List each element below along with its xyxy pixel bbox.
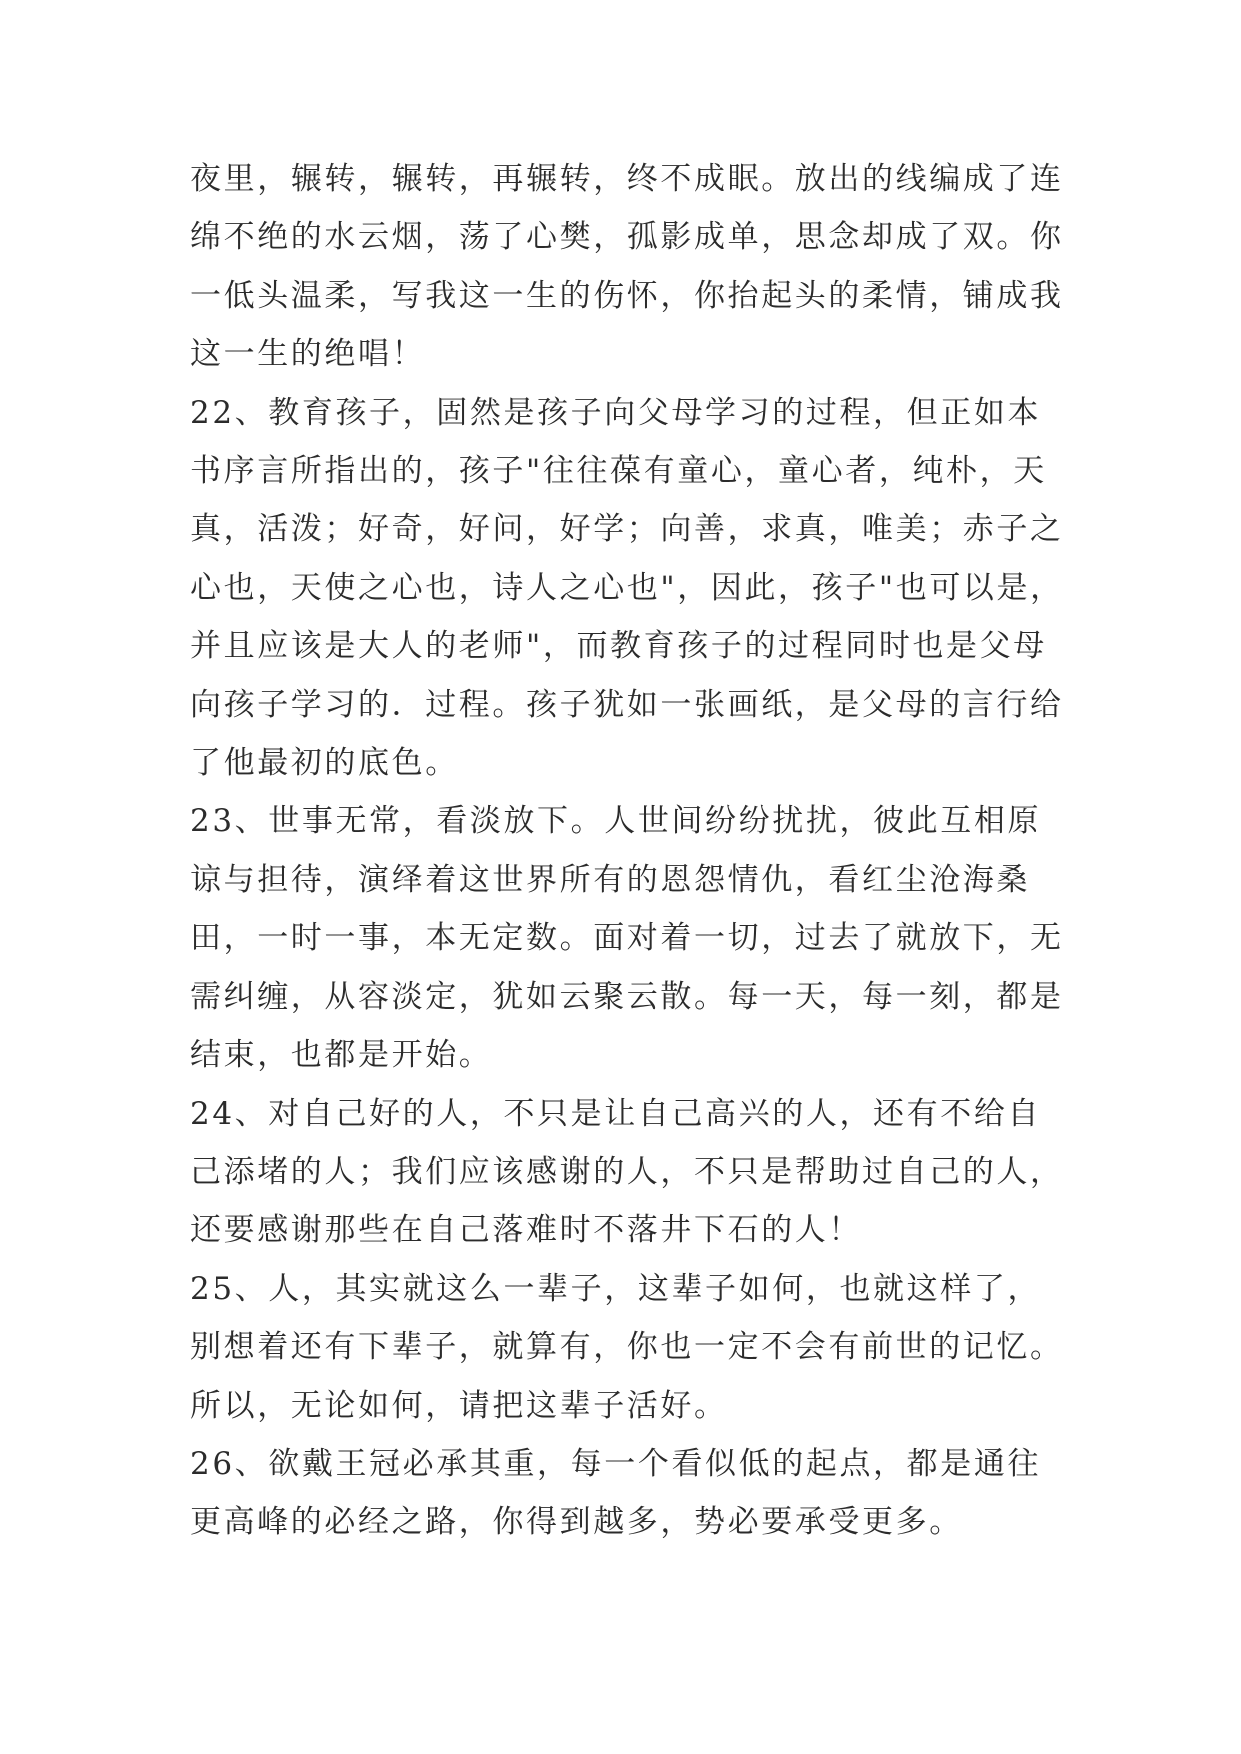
document-body <box>190 150 1070 1552</box>
paragraph-26: 26、欲戴王冠必承其重，每一个看似低的起点，都是通往更高峰的必经之路，你得到越多，势必要承受更多。 <box>190 1445 1042 1541</box>
paragraph-continuation: 夜里，辗转，辗转，再辗转，终不成眠。放出的线编成了连绵不绝的水云烟，荡了心樊，孤影成单，思念却成了双。你一低头温柔，写我这一生的伤怀，你抬起头的柔情，铺成我这一生的绝唱！ <box>190 161 1064 373</box>
paragraph-25: 25、人，其实就这么一辈子，这辈子如何，也就这样了，别想着还有下辈子，就算有，你也一定不会有前世的记忆。所以，无论如何，请把这辈子活好。 <box>190 1270 1064 1424</box>
paragraph-22: 22、教育孩子，固然是孩子向父母学习的过程，但正如本书序言所指出的，孩子"往往葆有童心，童心者，纯朴，天真，活泼；好奇，好问，好学；向善，求真，唯美；赤子之心也，天使之心也，诗人之心也"，因此，孩子"也可以是，并且应该是大人的老师"，而教育孩子的过程同时也是父母向孩子学习的．过程。孩子犹如一张画纸，是父母的言行给了他最初的底色。 <box>190 394 1064 782</box>
paragraph-23: 23、世事无常，看淡放下。人世间纷纷扰扰，彼此互相原谅与担待，演绎着这世界所有的恩怨情仇，看红尘沧海桑田，一时一事，本无定数。面对着一切，过去了就放下，无需纠缠，从容淡定，犹如云聚云散。每一天，每一刻，都是结束，也都是开始。 <box>190 803 1064 1074</box>
paragraph-24: 24、对自己好的人，不只是让自己高兴的人，还有不给自己添堵的人；我们应该感谢的人，不只是帮助过自己的人，还要感谢那些在自己落难时不落井下石的人！ <box>190 1095 1064 1249</box>
